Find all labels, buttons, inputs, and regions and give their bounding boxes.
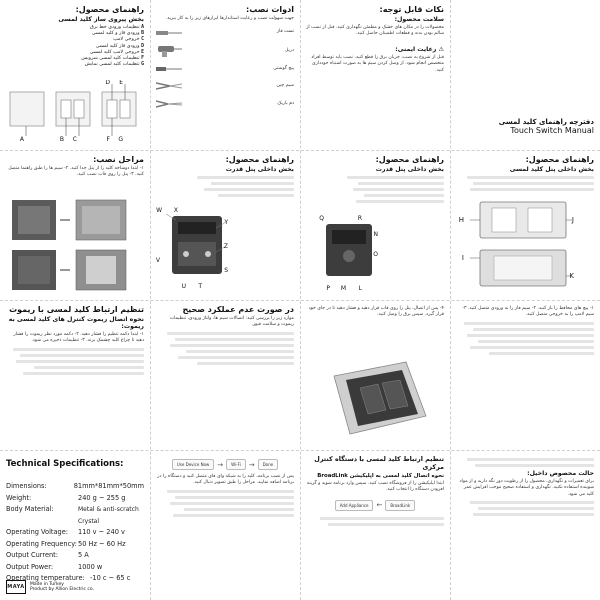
diagram-label: M xyxy=(340,285,346,292)
diagram-label: W xyxy=(156,207,162,214)
installation-illustration xyxy=(6,194,144,294)
diagram-label: E xyxy=(119,80,123,86)
diagram-label: D xyxy=(105,80,110,86)
panel-troubleshooting xyxy=(150,300,300,450)
diagram-label: B xyxy=(59,136,64,142)
power-panel-diagram xyxy=(306,212,444,294)
diagram-label: C xyxy=(72,136,77,142)
panel-title: ادوات نصب: xyxy=(246,5,294,14)
tool-row: دم باریک xyxy=(156,99,294,109)
diagram-label: H xyxy=(458,216,464,224)
wire-cutter-icon xyxy=(156,81,182,91)
panel-text: برای تعمیرات و نگهداری، محصول را از رطوبت دور نگه دارید و از مواد شوینده استفاده نکنید. نگهداری و استفاده صحیح موجب افزایش عمر کلید می شود. xyxy=(459,479,594,497)
panel-title: تنظیم ارتباط کلید لمسی با دستگاه کنترل مرکزی xyxy=(314,455,444,471)
pliers-icon xyxy=(156,99,182,109)
flow-step: Done xyxy=(258,459,279,470)
diagram-label: X xyxy=(173,207,178,214)
manual-title-en: Touch Switch Manual xyxy=(510,126,594,135)
brand-block xyxy=(6,580,94,594)
panel-text: جهت سهولت نصب و رعایت استاندارها ابزارهای زیر را به کار ببرید. xyxy=(165,16,294,21)
panel-remote-setup xyxy=(0,300,150,450)
spec-title: Technical Specifications: xyxy=(6,459,124,469)
diagram-label: Y xyxy=(224,219,228,226)
panel-text: ابتدا اپلیکیشن را از فروشگاه نصب کنید. سپس وارد برنامه شوید و گزینه افزودن دستگاه را انتخاب کنید. xyxy=(306,481,444,493)
flow-step: Use Device Now xyxy=(172,459,214,470)
panel-subtitle: بخش داخلی پنل قدرت xyxy=(225,166,294,173)
arrow-icon: → xyxy=(217,460,224,469)
spec-row: Operating temperature: -10 c ~ 65 c xyxy=(6,574,131,582)
panel-subtitle: نحوه اتصال کلید لمسی به اپلیکیشن BroadLink xyxy=(317,473,444,479)
list-item: G تنظیمات کلید لمسی نمایش xyxy=(84,62,144,68)
panel-subtitle: نحوه اتصال ریموت کنترل های کلید لمسی به ریموت: xyxy=(8,316,144,330)
diagram-label: A xyxy=(19,136,24,142)
diagram-label: F xyxy=(106,136,110,142)
tool-row: پیچ گوشتی xyxy=(156,65,294,73)
manual-title-fa: دفترچه راهنمای کلید لمسی xyxy=(498,118,594,126)
panel-wiring-steps xyxy=(450,300,600,450)
spec-row: Output Power: 1000 w xyxy=(6,562,103,571)
arrow-icon: → xyxy=(248,460,255,469)
diagram-label: P xyxy=(326,285,330,292)
list-item: E خروجی لامپ کلید لمسی xyxy=(89,49,144,55)
panel-maintenance xyxy=(450,450,600,600)
panel-text: موارد زیر را بررسی کنید: اتصالات سیم ها، ولتاژ ورودی، تنظیمات ریموت و سلامت فیوز. xyxy=(169,316,294,328)
panel-title: راهنمای محصول: xyxy=(375,155,444,164)
panel-touch-panel-guide xyxy=(450,150,600,300)
panel-title: نکات قابل توجه: xyxy=(379,5,444,14)
flow-step: Add Appliance xyxy=(335,500,374,511)
switch-photo xyxy=(316,356,436,440)
diagram-label: S xyxy=(224,267,228,274)
spec-row: Body Material: Metal & anti-scratch Crystal xyxy=(6,505,139,525)
panel-subtitle: بخش داخلی پنل قدرت xyxy=(375,166,444,173)
panel-text: قبل از شروع به نصب، جریان برق را قطع کنید. نصب باید توسط افراد متخصص انجام شود. از وصل کردن سیم ها به صورت اشتباه خودداری کنید. xyxy=(311,54,444,73)
spec-row: Dimensions: 81mm*81mm*50mm xyxy=(6,482,144,490)
panel-text: ۴- پس از اتصال، پنل را روی قاب قرار دهید و فشار دهید تا در جای خود قرار گیرد. سپس برق را وصل کنید. xyxy=(308,306,444,318)
diagram-label: N xyxy=(373,231,378,238)
panel-title: راهنمای محصول: xyxy=(225,155,294,164)
panel-subtitle: سلامت محصول: xyxy=(394,16,444,23)
panel-subtitle: بخش پیروی ساز کلید لمسی xyxy=(58,16,144,23)
panel-text: ۱- ابتدا دوشاخه کلید را از پنل جدا کنید. ۲- سیم ها را طبق راهنما متصل کنید. ۳- پنل را روی قاب نصب کنید. xyxy=(8,166,144,178)
panel-text: محصولات را در مکان های خشک و مطمئن نگهداری کنید. قبل از نصب از سالم بودن بدنه و قطعات اطمینان حاصل کنید. xyxy=(306,25,444,37)
panel-important-notes xyxy=(300,0,450,150)
power-panel-diagram xyxy=(156,202,294,294)
diagram-label: L xyxy=(358,285,362,292)
diagram-label: Q xyxy=(319,215,324,222)
tool-row: سیم چین xyxy=(156,81,294,91)
screwdriver-icon xyxy=(156,29,182,37)
panel-app-pairing-steps xyxy=(150,450,300,600)
flow-step: BroadLink xyxy=(385,500,415,511)
diagram-label: G xyxy=(118,136,123,142)
panel-mounting xyxy=(300,300,450,450)
panel-title: تنظیم ارتباط کلید لمسی با ریموت xyxy=(9,305,144,314)
screwdriver-icon xyxy=(156,65,182,73)
diagram-label: K xyxy=(569,272,574,280)
panel-technical-specs xyxy=(0,450,150,600)
panel-text: پس از نصب برنامه، کلید را به شبکه وای فای متصل کنید و دستگاه را در برنامه اضافه نمایید. مراحل را طبق تصویر دنبال کنید. xyxy=(157,474,294,486)
warning-icon: ⚠ xyxy=(438,45,444,53)
list-item: A تنظیمات ورودی خط برق xyxy=(90,25,144,30)
tool-row: تست فاز xyxy=(156,28,294,36)
brand-logo: MAYA xyxy=(6,580,26,594)
panel-power-panel-guide xyxy=(150,150,300,300)
panel-product-guide-touch xyxy=(0,0,150,150)
wiring-diagram xyxy=(6,80,144,142)
diagram-label: T xyxy=(198,283,202,290)
drill-icon xyxy=(156,45,182,57)
list-item: C خروجی لامپ xyxy=(113,37,144,43)
panel-subtitle: حالت محصوص داخیل: xyxy=(527,470,594,477)
spec-row: Operating Voltage: 110 v ~ 240 v xyxy=(6,528,125,536)
diagram-label: U xyxy=(181,283,186,290)
spec-row: Weight: 240 g ~ 255 g xyxy=(6,493,126,502)
app-flow xyxy=(306,500,444,511)
spec-row: Output Current: 5 A xyxy=(6,551,89,559)
panel-title: راهنمای محصول: xyxy=(525,155,594,164)
diagram-label: I xyxy=(461,254,464,262)
arrow-icon: ← xyxy=(376,501,383,510)
panel-text: ۱- پیچ های محافظ را باز کنید. ۲- سیم فاز را به ورودی متصل کنید. ۳- سیم لامپ را به خروجی متصل کنید. xyxy=(462,306,594,318)
panel-power-panel-guide-2 xyxy=(300,150,450,300)
diagram-label: J xyxy=(571,216,574,224)
panel-cover xyxy=(450,0,600,150)
panel-text: ۱- ابتدا دکمه تنظیم را فشار دهید. ۲- دکمه مورد نظر ریموت را فشار دهید تا چراغ کلید چشمک بزند. ۳- تنظیمات ذخیره می شود. xyxy=(13,332,144,344)
panel-title: در صورت عدم عملکرد صحیح xyxy=(182,305,294,314)
producer-label: Product by Allion Electric co. xyxy=(30,587,95,592)
app-flow xyxy=(156,459,294,470)
diagram-label: O xyxy=(373,251,378,258)
made-in-label: Made in Turkey xyxy=(30,581,64,587)
panel-title: راهنمای محصول: xyxy=(75,5,144,14)
panel-subtitle: بخش داخلی پنل کلید لمسی xyxy=(509,166,594,173)
panel-installation-steps xyxy=(0,150,150,300)
panel-central-control xyxy=(300,450,450,600)
diagram-label: Z xyxy=(223,243,228,250)
touch-panel-diagram xyxy=(456,194,594,294)
panel-subtitle: رعایت ایمنی: xyxy=(395,45,437,53)
diagram-label: R xyxy=(357,215,362,222)
spec-row: Operating Frequency: 50 Hz ~ 60 Hz xyxy=(6,539,126,548)
diagram-label: V xyxy=(156,257,160,264)
flow-step: Wi-Fi xyxy=(226,459,246,470)
panel-installation-tools xyxy=(150,0,300,150)
list-item: F تنظیمات کلید لمسی سرویس xyxy=(81,56,144,62)
tool-row: دریل xyxy=(156,45,294,57)
list-item: B ورودی فاز و کلید لمسی xyxy=(91,31,144,37)
panel-title: مراحل نصب: xyxy=(93,155,144,164)
list-item: D ورودی فاز کلید لمسی xyxy=(95,43,144,49)
